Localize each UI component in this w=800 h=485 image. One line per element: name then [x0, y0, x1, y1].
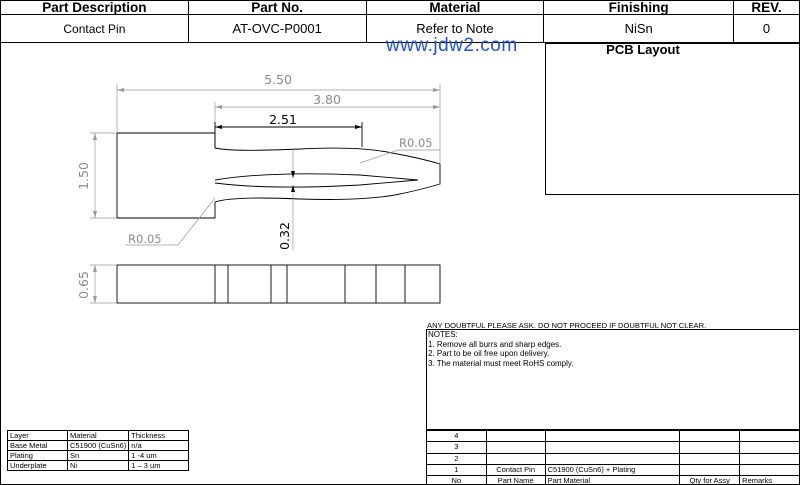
dim-height: 1.50: [76, 162, 91, 190]
material-header: Material: [366, 1, 544, 15]
pin-outline-top-view: [117, 133, 440, 218]
part-no-header: Part No.: [188, 1, 366, 15]
table-row: [8, 461, 189, 471]
bom-cell: 3: [427, 442, 487, 453]
pin-side-view: [117, 265, 440, 303]
dim-radius-right: R0.05: [399, 136, 433, 150]
bom-header-cell: Qty for Assy: [680, 476, 740, 485]
bom-cell: [740, 453, 800, 464]
bom-cell: [680, 453, 740, 464]
dim-overall-length: 5.50: [264, 72, 292, 87]
bom-cell: [740, 464, 800, 475]
bom-cell: [680, 431, 740, 442]
layer-cell: Ni: [68, 461, 129, 471]
bom-cell: [486, 442, 545, 453]
dim-length-2: 3.80: [313, 92, 341, 107]
layer-cell: Sn: [68, 451, 129, 461]
bom-cell: [740, 431, 800, 442]
bom-cell: 4: [427, 431, 487, 442]
header-labels-row: [1, 1, 800, 15]
layer-cell: Base Metal: [8, 441, 68, 451]
layer-cell: n/a: [129, 441, 189, 451]
finishing-value: NiSn: [544, 15, 734, 43]
bom-cell: 1: [427, 464, 487, 475]
layer-cell: 1 -4 um: [129, 451, 189, 461]
warning-text: ANY DOUBTFUL PLEASE ASK. DO NOT PROCEED IF DOUBTFUL NOT CLEAR.: [427, 321, 707, 330]
material-value: Refer to Note: [366, 15, 544, 43]
table-row: [8, 441, 189, 451]
table-row: [427, 442, 800, 453]
bom-cell: [545, 442, 680, 453]
dim-radius-left: R0.05: [128, 232, 162, 246]
notes-title: NOTES:: [428, 330, 458, 339]
bom-cell: Contact Pin: [486, 464, 545, 475]
part-drawing: [0, 43, 545, 323]
layer-cell: C51900 (CuSn6): [68, 441, 129, 451]
pcb-layout-box: [545, 43, 800, 195]
bom-header-row: [427, 476, 800, 485]
layer-header-cell: Layer: [8, 431, 68, 441]
table-row: [427, 453, 800, 464]
bom-table: [426, 430, 800, 485]
bom-cell: [680, 464, 740, 475]
layer-table: [7, 430, 189, 471]
layer-cell: Plating: [8, 451, 68, 461]
pcb-layout-title: PCB Layout: [606, 42, 680, 57]
layer-cell: Underplate: [8, 461, 68, 471]
bom-cell: C51900 (CuSn6) + Plating: [545, 464, 680, 475]
dim-thickness: 0.65: [76, 271, 91, 299]
bom-cell: [740, 442, 800, 453]
bom-header-cell: No: [427, 476, 487, 485]
bom-cell: [680, 442, 740, 453]
bom-cell: [545, 453, 680, 464]
note-item: 2. Part to be oil free upon delivery.: [428, 349, 550, 359]
bom-cell: [545, 431, 680, 442]
layer-header-cell: Material: [68, 431, 129, 441]
note-item: 1. Remove all burrs and sharp edges.: [428, 339, 562, 349]
part-no-value: AT-OVC-P0001: [188, 15, 366, 43]
layer-cell: 1 – 3 um: [129, 461, 189, 471]
bom-cell: 2: [427, 453, 487, 464]
table-row: [8, 451, 189, 461]
notes-content: [428, 330, 574, 368]
layer-table-header: [8, 431, 189, 441]
layer-header-cell: Thickness: [129, 431, 189, 441]
dim-slot-gap: 0.32: [277, 222, 292, 250]
table-row: [427, 464, 800, 475]
bom-header-cell: Part Material: [545, 476, 680, 485]
bom-cell: [486, 431, 545, 442]
finishing-header: Finishing: [544, 1, 734, 15]
bom-header-cell: Part Name: [486, 476, 545, 485]
rev-value: 0: [734, 15, 800, 43]
table-row: [427, 431, 800, 442]
watermark-text: www.jdw2.com: [386, 35, 518, 56]
bom-header-cell: Remarks: [740, 476, 800, 485]
slot-outline: [215, 174, 418, 187]
bom-cell: [486, 453, 545, 464]
part-description-value: Contact Pin: [1, 15, 189, 43]
part-description-header: Part Description: [1, 1, 189, 15]
dim-slot-length: 2.51: [269, 112, 297, 127]
rev-header: REV.: [734, 1, 800, 15]
note-item: 3. The material must meet RoHS comply.: [428, 358, 574, 368]
